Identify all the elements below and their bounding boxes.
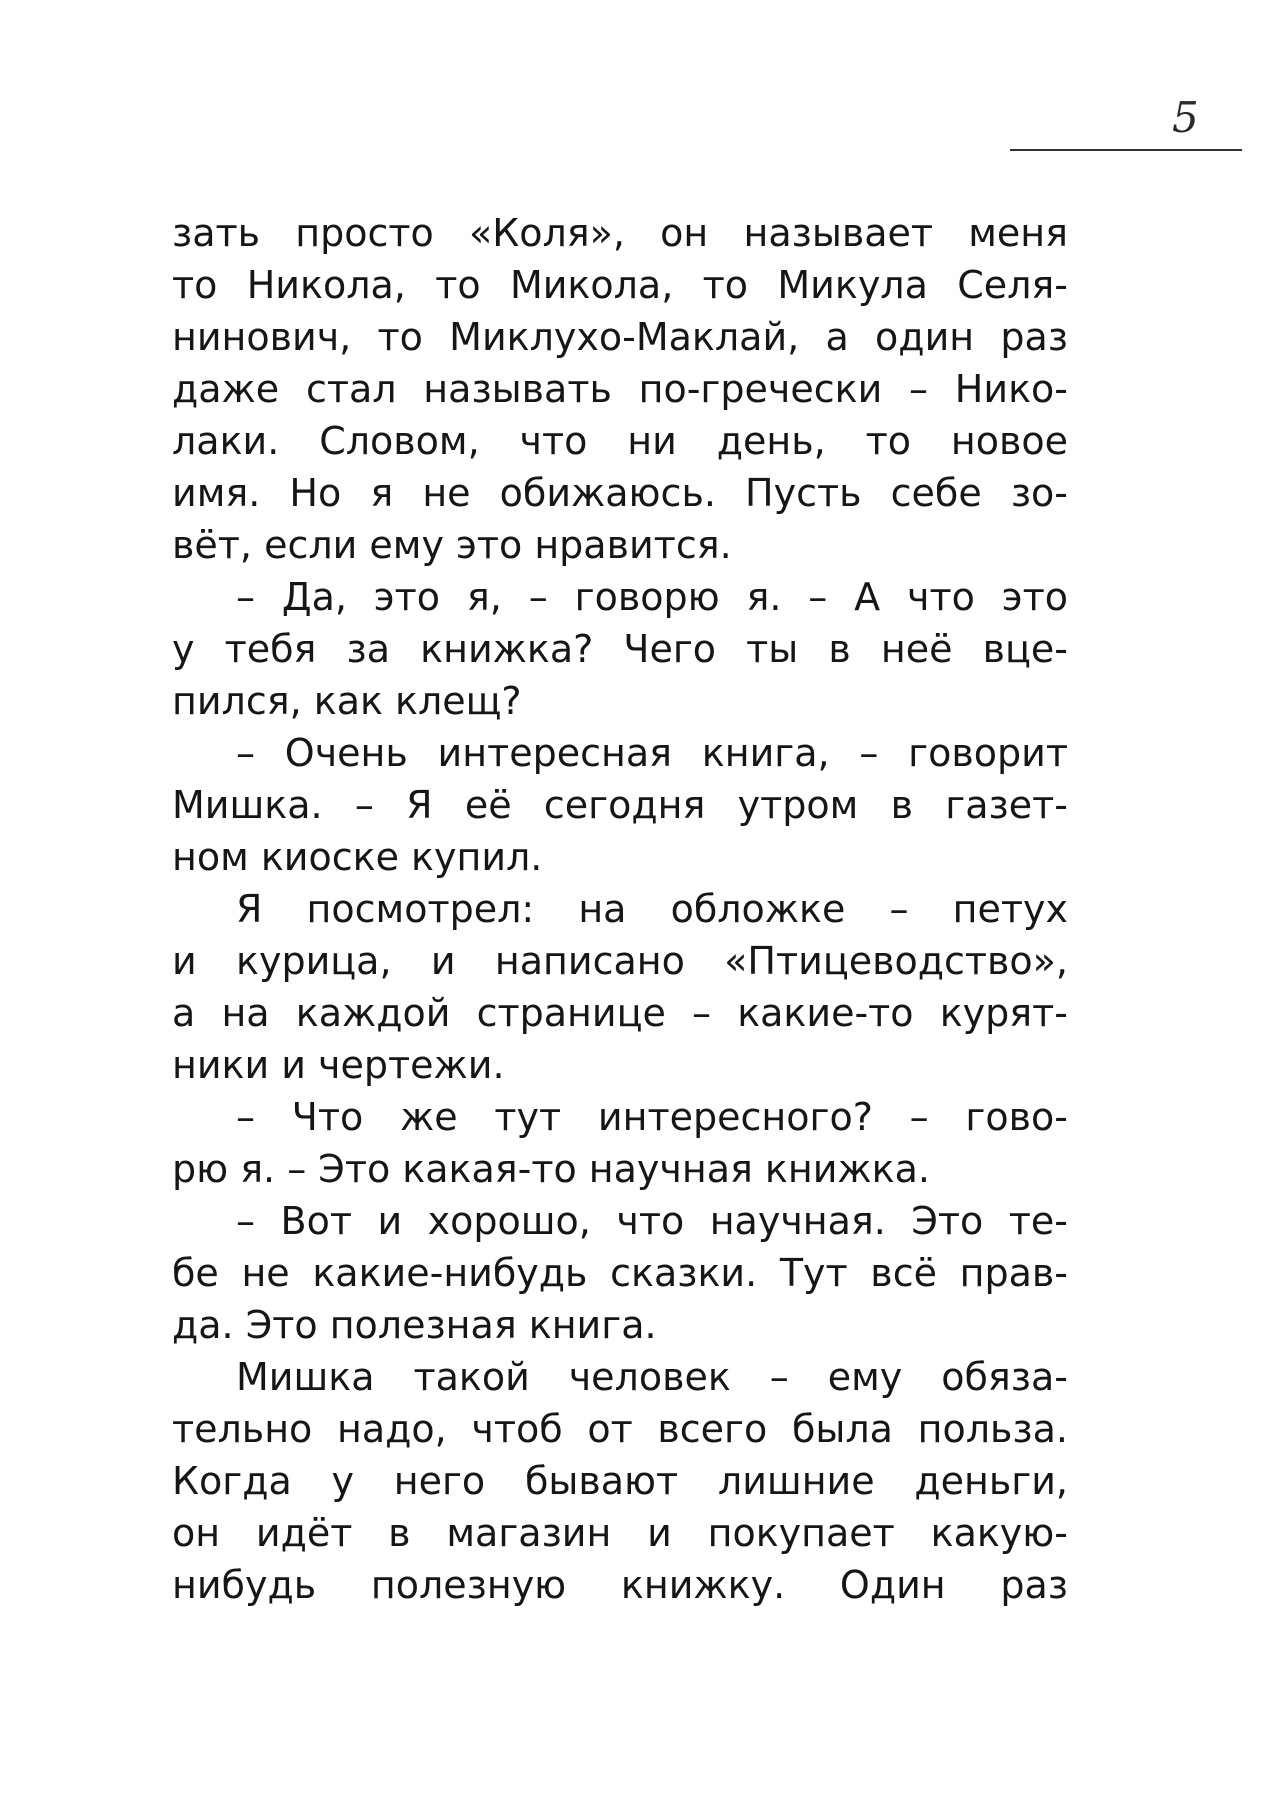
text-line: рю я. – Это какая-то научная книжка. [172,1147,930,1191]
text-line: ном киоске купил. [172,835,543,879]
text-line: и курица, и написано «Птицеводство», [172,939,1068,983]
text-line: ники и чертежи. [172,1043,505,1087]
text-line: зать просто «Коля», он называет меня [172,211,1068,255]
text-line: – Да, это я, – говорю я. – А что это [236,575,1068,619]
text-line: – Что же тут интересного? – гово- [236,1095,1068,1139]
page-number: 5 [1172,93,1199,142]
text-line: имя. Но я не обижаюсь. Пусть себе зо- [172,471,1068,515]
body-text [172,207,1068,1611]
text-line: тельно надо, чтоб от всего была польза. [172,1407,1068,1451]
text-line: то Никола, то Микола, то Микула Селя- [172,263,1068,307]
text-line: он идёт в магазин и покупает какую- [172,1511,1068,1555]
text-line: у тебя за книжка? Чего ты в неё вце- [172,627,1068,671]
text-line: вёт, если ему это нравится. [172,523,732,567]
text-line: Мишка такой человек – ему обяза- [236,1355,1068,1399]
header-rule [1010,149,1242,151]
text-line: нибудь полезную книжку. Один раз [172,1563,1068,1607]
text-line: пился, как клещ? [172,679,522,723]
text-line: Мишка. – Я её сегодня утром в газет- [172,783,1068,827]
text-line: даже стал называть по-гречески – Нико- [172,367,1068,411]
text-line: – Вот и хорошо, что научная. Это те- [236,1199,1068,1243]
text-line: лаки. Словом, что ни день, то новое [172,419,1068,463]
text-line: бе не какие-нибудь сказки. Тут всё прав- [172,1251,1068,1295]
text-line: нинович, то Миклухо-Маклай, а один раз [172,315,1068,359]
text-line: – Очень интересная книга, – говорит [236,731,1068,775]
text-line: да. Это полезная книга. [172,1303,657,1347]
text-line: а на каждой странице – какие-то курят- [172,991,1068,1035]
text-line: Я посмотрел: на обложке – петух [236,887,1068,931]
text-line: Когда у него бывают лишние деньги, [172,1459,1068,1503]
